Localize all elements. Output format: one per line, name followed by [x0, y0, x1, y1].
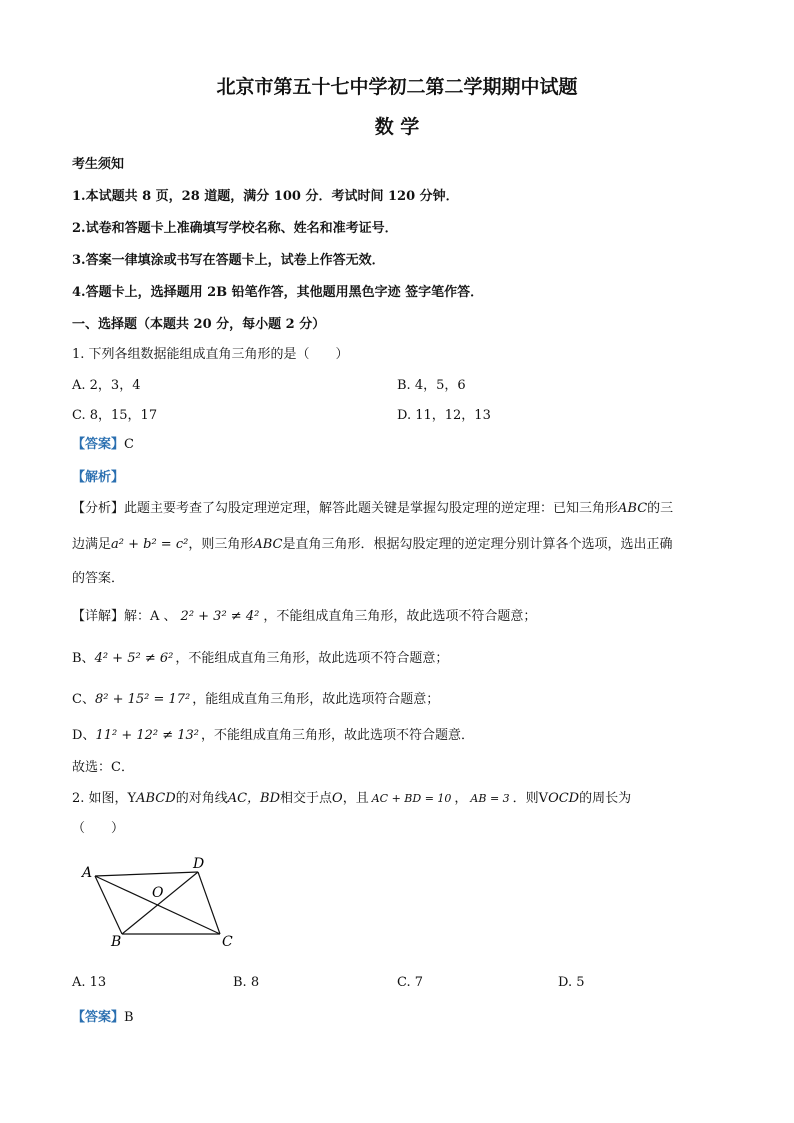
q2-stem-abcd: ABCD [136, 791, 176, 806]
q1-detail-b [72, 647, 724, 666]
detail-d-text: ，不能组成直角三角形，故此选项不符合题意． [201, 728, 475, 743]
fenxi-text-2: 的三 [647, 501, 674, 516]
detail-b-equation: 4² + 5² ≠ 6² [94, 651, 174, 666]
q2-answer-line [72, 1006, 134, 1025]
edge-ad [95, 872, 198, 876]
fenxi-text-1: 此题主要考查了勾股定理逆定理，解答此题关键是掌握勾股定理的逆定理：已知三角形 [124, 501, 619, 516]
label-o: O [152, 885, 164, 901]
detail-d-equation: 11² + 12² ≠ 13² [95, 728, 200, 743]
label-a: A [82, 865, 93, 881]
fenxi-equation: a² + b² = c² [111, 537, 189, 552]
q2-stem-ocd: OCD [548, 791, 580, 806]
fenxi-text-3b: ，则三角形 [188, 537, 254, 552]
q2-stem-6: ．则V [512, 791, 549, 806]
label-d: D [193, 856, 205, 872]
q1-detail-c [72, 688, 724, 707]
q1-fenxi-line-3: 的答案． [72, 571, 125, 586]
detail-tag: 【详解】 [72, 609, 125, 624]
question-2-stem [72, 787, 724, 806]
q2-answer-tag: 【答案】 [72, 1010, 125, 1025]
q1-option-b: B. 4，5，6 [397, 378, 466, 393]
detail-c-equation: 8² + 15² = 17² [94, 692, 191, 707]
notice-heading: 考生须知 [72, 157, 125, 172]
q1-option-c: C. 8，15，17 [72, 408, 158, 423]
q1-fenxi-line-2 [72, 533, 724, 552]
fenxi-text-3a: 边满足 [72, 537, 112, 552]
q2-stem-eq1: AC + BD = 10 [371, 792, 452, 805]
detail-a-text: ，不能组成直角三角形，故此选项不符合题意； [263, 609, 537, 624]
q2-stem-eq2: AB = 3 [470, 792, 510, 805]
q1-option-a: A. 2，3，4 [72, 378, 141, 393]
detail-a-prefix: 解：A 、 [124, 609, 177, 624]
q1-analysis-tag [72, 466, 124, 485]
q2-paren: （ ） [72, 821, 125, 836]
section-heading: 一、选择题（本题共 20 分，每小题 2 分） [72, 317, 326, 332]
q1-conclusion: 故选：C． [72, 760, 134, 775]
notice-item-2: 2.试卷和答题卡上准确填写学校名称、姓名和准考证号． [72, 221, 398, 236]
fenxi-text-3c: 是直角三角形．根据勾股定理的逆定理分别计算各个选项，选出正确 [282, 537, 673, 552]
fenxi-tag: 【分析】 [72, 501, 125, 516]
q2-option-a: A. 13 [72, 975, 107, 990]
notice-item-4: 4.答题卡上，选择题用 2B 铅笔作答，其他题用黑色字迹 签字笔作答． [72, 285, 484, 300]
q2-stem-5: ， [454, 791, 468, 806]
q1-detail-d [72, 724, 724, 743]
q2-stem-2: 的对角线 [175, 791, 228, 806]
label-b: B [111, 934, 122, 950]
q2-option-d: D. 5 [558, 975, 585, 990]
diagonal-bd [122, 872, 198, 934]
fenxi-abc: ABC [618, 501, 648, 516]
detail-a-equation: 2² + 3² ≠ 4² [180, 609, 260, 624]
label-c: C [222, 934, 233, 950]
notice-item-3: 3.答案一律填涂或书写在答题卡上，试卷上作答无效． [72, 253, 385, 268]
q2-stem-4: ，且 [342, 791, 369, 806]
detail-c-prefix: C、 [72, 692, 95, 707]
edge-ba [95, 876, 122, 934]
detail-d-prefix: D、 [72, 728, 96, 743]
q2-stem-3: 相交于点 [280, 791, 333, 806]
question-1-stem: 1. 下列各组数据能组成直角三角形的是（ ） [72, 347, 349, 362]
q1-detail-a [72, 605, 724, 624]
q1-option-d: D. 11，12，13 [397, 408, 491, 423]
q2-answer: B [124, 1010, 134, 1025]
detail-b-text: ，不能组成直角三角形，故此选项不符合题意； [175, 651, 449, 666]
notice-item-1: 1.本试题共 8 页，28 道题，满分 100 分．考试时间 120 分钟． [72, 189, 459, 204]
fenxi-abc-2: ABC [253, 537, 283, 552]
q2-stem-acbd: AC，BD [227, 791, 281, 806]
q2-stem-7: 的周长为 [579, 791, 632, 806]
q1-fenxi-line-1 [72, 497, 724, 516]
exam-title: 北京市第五十七中学初二第二学期期中试题 [216, 76, 578, 98]
detail-c-text: ，能组成直角三角形，故此选项符合题意； [192, 692, 440, 707]
q2-option-c: C. 7 [397, 975, 424, 990]
answer-tag: 【答案】 [72, 437, 125, 452]
parallelogram-figure [78, 852, 248, 952]
analysis-tag: 【解析】 [72, 470, 125, 485]
detail-b-prefix: B、 [72, 651, 95, 666]
q2-stem-1: 2. 如图，Y [72, 791, 137, 806]
q1-answer-line [72, 433, 134, 452]
subject-title: 数 学 [374, 116, 420, 138]
q2-option-b: B. 8 [233, 975, 260, 990]
q1-answer: C [124, 437, 134, 452]
q2-stem-o: O [332, 791, 343, 806]
